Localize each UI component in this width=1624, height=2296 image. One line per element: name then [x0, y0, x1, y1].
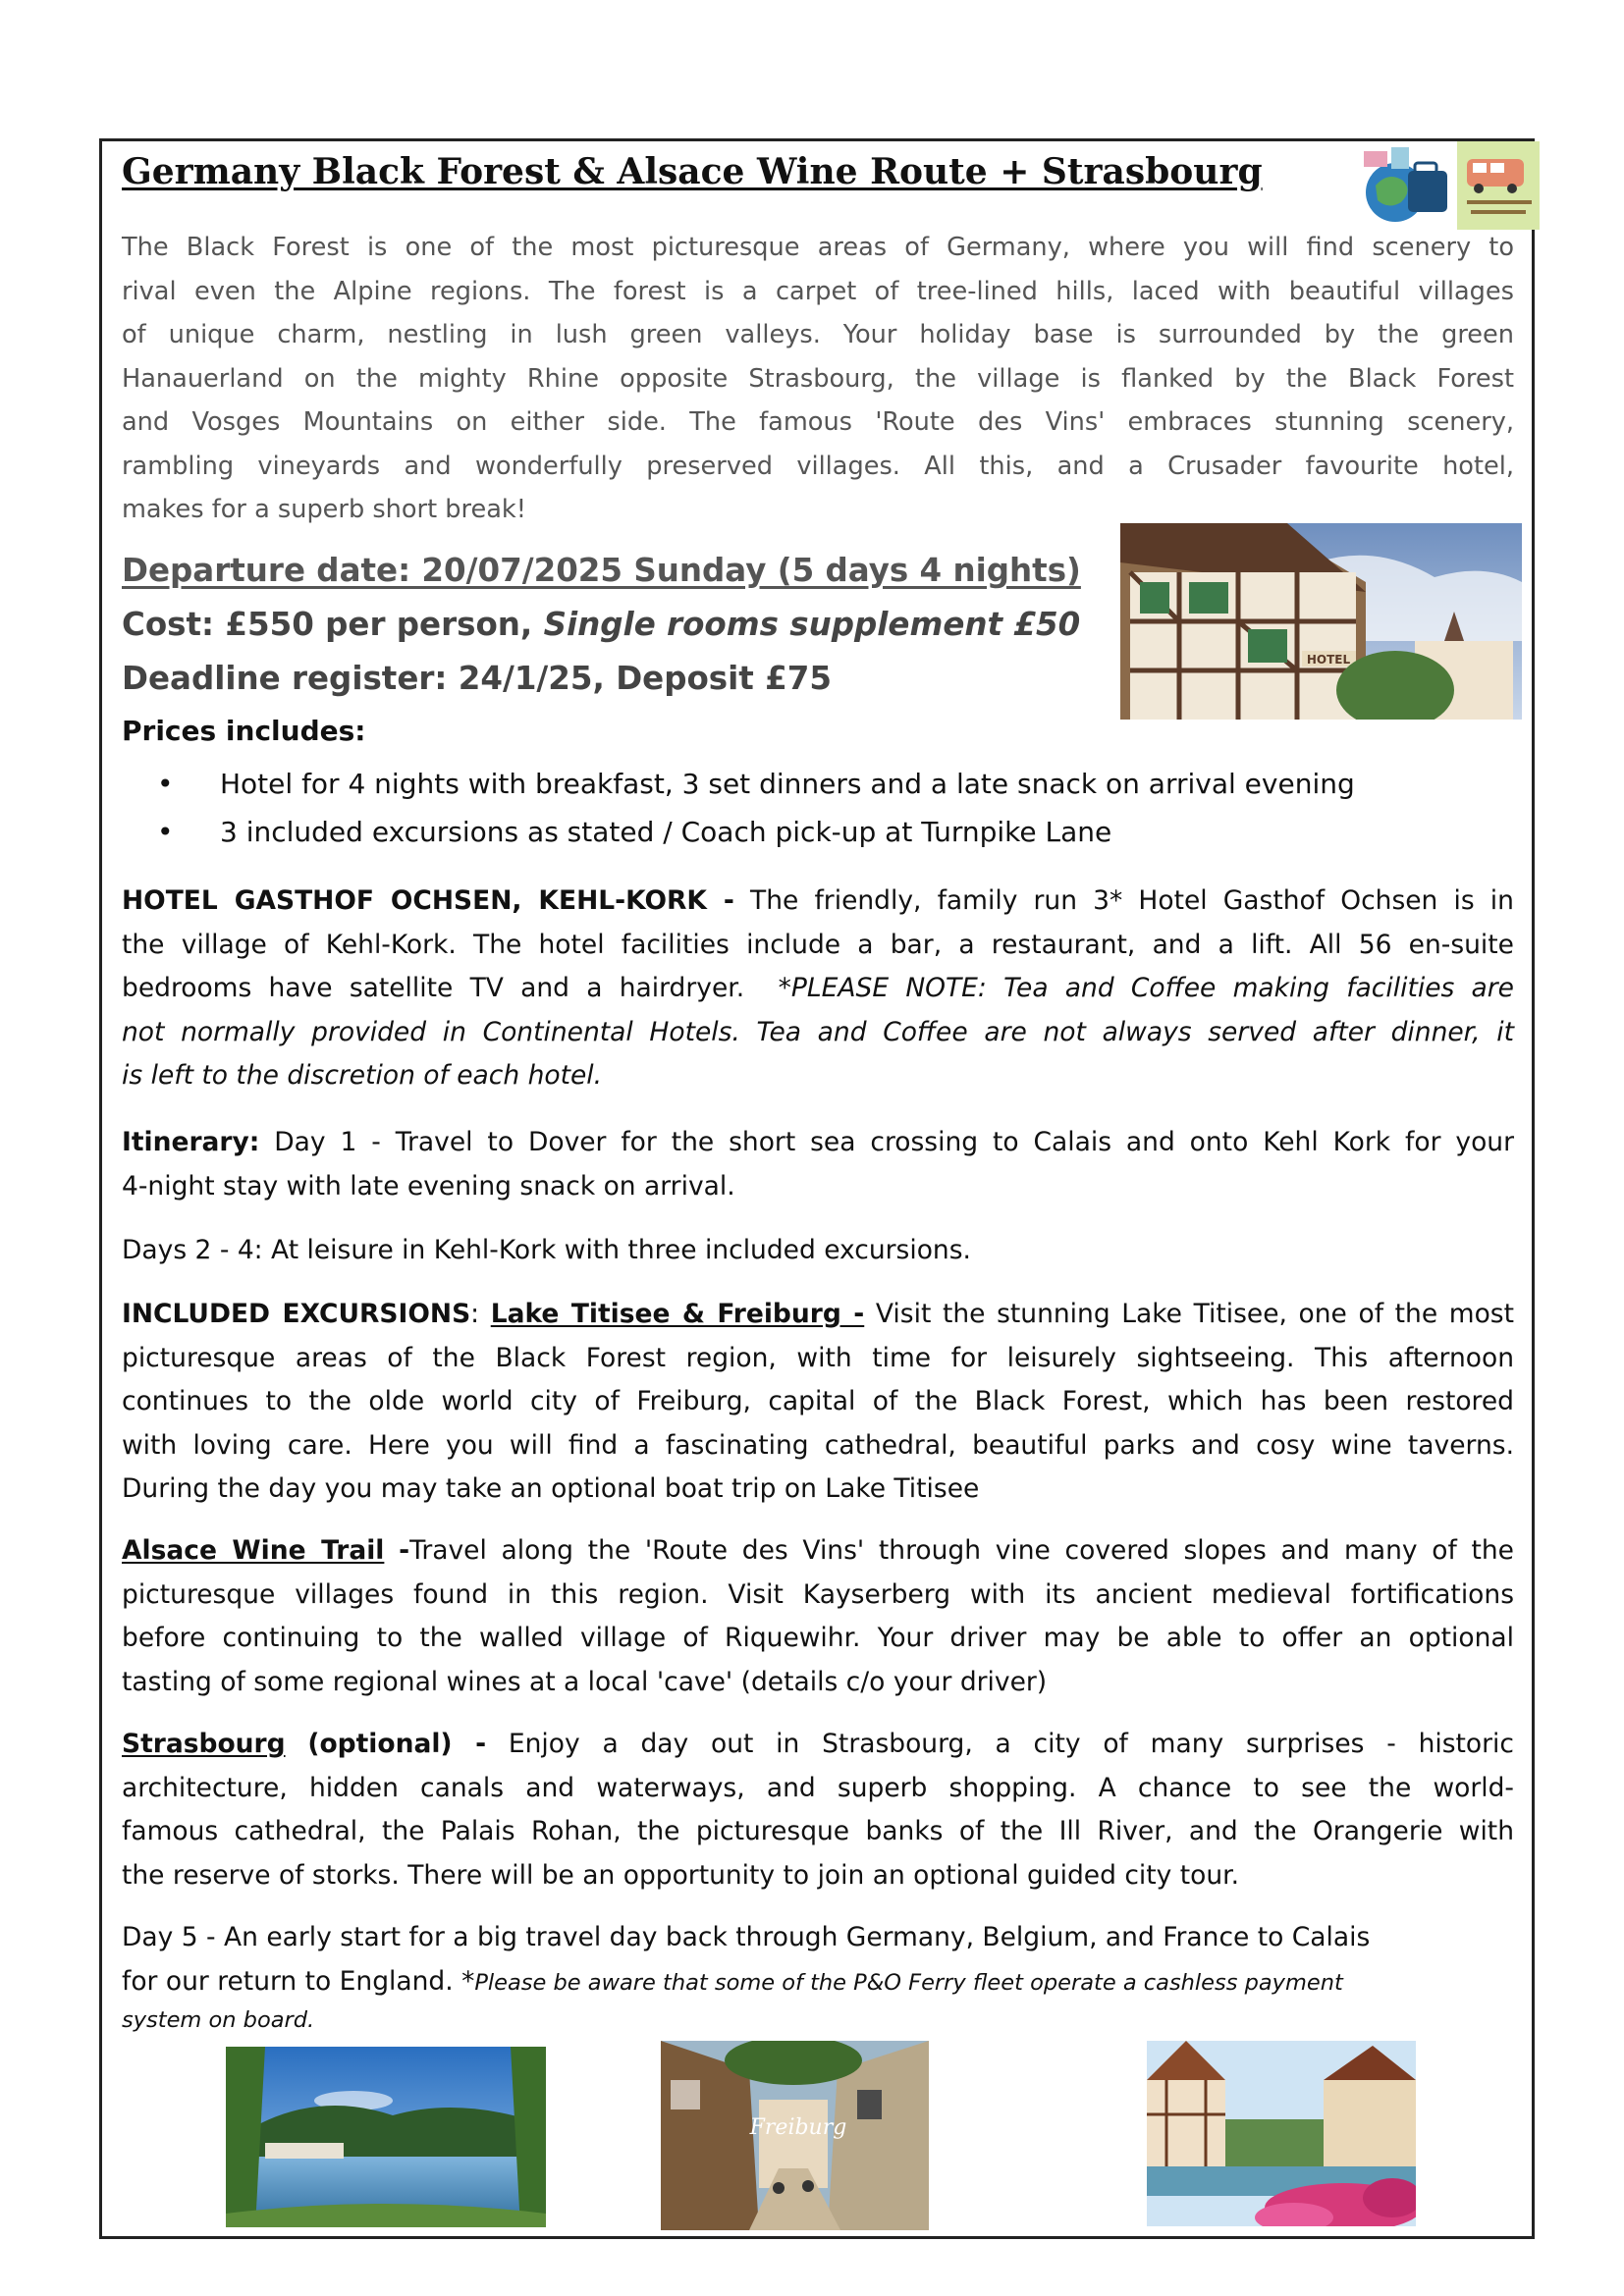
excursions-line: continues to the olde world city of Freiburg, capital of the Black Forest, which has been restored — [122, 1386, 1514, 1416]
alsace-line: before continuing to the walled village of Riquewihr. Your driver may be able to offer an optional — [122, 1623, 1514, 1653]
travel-van-image — [1457, 141, 1540, 230]
strasbourg-photo — [1147, 2041, 1416, 2226]
hotel-line — [122, 880, 1514, 924]
day5-paragraph — [122, 1916, 1514, 2004]
list-item: • Hotel for 4 nights with breakfast, 3 set dinners and a late snack on arrival evening — [157, 760, 1355, 808]
alsace-line: picturesque villages found in this region. Visit Kayserberg with its ancient medieval fortifications — [122, 1578, 1514, 1610]
strasbourg-line: famous cathedral, the Palais Rohan, the picturesque banks of the Ill River, and the Orangerie with — [122, 1816, 1514, 1846]
intro-line: of unique charm, nestling in lush green valleys. Your holiday base is surrounded by the green — [122, 320, 1514, 349]
excursions-line — [122, 1293, 1514, 1337]
freiburg-sign-text: Freiburg — [749, 2115, 847, 2140]
page-title: Germany Black Forest & Alsace Wine Route + Strasbourg — [122, 151, 1263, 192]
hotel-photo — [1120, 523, 1522, 720]
excursions-label: INCLUDED EXCURSIONS — [122, 1299, 471, 1329]
list-item: • 3 included excursions as stated / Coach pick-up at Turnpike Lane — [157, 808, 1355, 856]
day5-note-end: system on board. — [122, 2007, 315, 2033]
excursions-paragraph — [122, 1293, 1514, 1512]
cost-main: Cost: £550 per person, — [122, 606, 533, 643]
departure-date: Departure date: 20/07/2025 Sunday (5 days 4 nights) — [122, 552, 1081, 589]
intro-paragraph — [122, 226, 1514, 532]
hotel-text: The friendly, family run 3* Hotel Gasthof Ochsen is in — [750, 885, 1514, 916]
alsace-dash: - — [399, 1535, 410, 1566]
itinerary-label: Itinerary: — [122, 1127, 260, 1157]
day5-line — [122, 1960, 1514, 2005]
hotel-line — [122, 967, 1514, 1011]
days-2-4-paragraph — [122, 1229, 1514, 1273]
strasbourg-title: Strasbourg — [122, 1729, 286, 1759]
intro-line: makes for a superb short break! — [122, 495, 526, 524]
alsace-text: Travel along the 'Route des Vins' through vine covered slopes and many of the — [409, 1535, 1514, 1566]
day5-line: Day 5 - An early start for a big travel day back through Germany, Belgium, and France to Calais — [122, 1922, 1371, 1952]
travel-globe-image — [1354, 141, 1452, 232]
day5-note: Please be aware that some of the P&O Ferry fleet operate a cashless payment — [474, 1969, 1343, 1996]
cost-line — [122, 606, 1080, 643]
alsace-line: tasting of some regional wines at a local 'cave' (details c/o your driver) — [122, 1666, 1048, 1697]
alsace-paragraph — [122, 1529, 1514, 1704]
hotel-line: not normally provided in Continental Hotels. Tea and Coffee are not always served after dinner, it — [122, 1016, 1514, 1047]
excursions-colon: : — [470, 1299, 480, 1329]
intro-line: and Vosges Mountains on either side. The famous 'Route des Vins' embraces stunning scenery, — [122, 407, 1514, 437]
hotel-sign-text: HOTEL — [1306, 653, 1351, 667]
strasbourg-paragraph — [122, 1723, 1514, 1897]
intro-line: rival even the Alpine regions. The forest is a carpet of tree-lined hills, laced with beautiful villages — [122, 276, 1514, 306]
freiburg-photo — [661, 2041, 929, 2230]
alsace-title: Alsace Wine Trail — [122, 1535, 385, 1566]
alsace-line — [122, 1529, 1514, 1574]
strasbourg-text: Enjoy a day out in Strasbourg, a city of many surprises - historic — [508, 1729, 1514, 1759]
hotel-line: the village of Kehl-Kork. The hotel facilities include a bar, a restaurant, and a lift. All 56 en-suite — [122, 929, 1514, 960]
price-list — [157, 760, 1355, 856]
hotel-note: *PLEASE NOTE: Tea and Coffee making facilities are — [778, 973, 1514, 1003]
prices-heading: Prices includes: — [122, 715, 366, 747]
itinerary-paragraph — [122, 1121, 1514, 1208]
deadline-line: Deadline register: 24/1/25, Deposit £75 — [122, 660, 832, 697]
excursions-line: with loving care. Here you will find a fascinating cathedral, beautiful parks and cosy wine taverns. — [122, 1429, 1514, 1461]
excursions-line: picturesque areas of the Black Forest region, with time for leisurely sightseeing. This afternoon — [122, 1342, 1514, 1373]
itinerary-text: Day 1 - Travel to Dover for the short sea crossing to Calais and onto Kehl Kork for your — [274, 1127, 1514, 1157]
single-supplement: Single rooms supplement £50 — [543, 606, 1081, 643]
intro-line: Hanauerland on the mighty Rhine opposite Strasbourg, the village is flanked by the Black Forest — [122, 363, 1514, 394]
hotel-line: is left to the discretion of each hotel. — [122, 1060, 603, 1091]
excursions-text: Visit the stunning Lake Titisee, one of the most — [875, 1299, 1514, 1329]
intro-line: rambling vineyards and wonderfully preserved villages. All this, and a Crusader favourite hotel, — [122, 451, 1514, 481]
strasbourg-line: the reserve of storks. There will be an opportunity to join an optional guided city tour. — [122, 1859, 1240, 1891]
excursions-line: During the day you may take an optional boat trip on Lake Titisee — [122, 1473, 980, 1504]
hotel-heading: HOTEL GASTHOF OCHSEN, KEHL-KORK - — [122, 885, 734, 916]
itinerary-line: 4-night stay with late evening snack on arrival. — [122, 1170, 735, 1201]
strasbourg-line — [122, 1723, 1514, 1767]
hotel-text: bedrooms have satellite TV and a hairdryer. — [122, 973, 745, 1003]
hotel-paragraph — [122, 880, 1514, 1098]
strasbourg-optional: (optional) - — [307, 1729, 487, 1759]
days-2-4-line: Days 2 - 4: At leisure in Kehl-Kork with three included excursions. — [122, 1235, 971, 1265]
intro-line: The Black Forest is one of the most picturesque areas of Germany, where you will find scenery to — [122, 233, 1514, 262]
itinerary-line — [122, 1121, 1514, 1165]
strasbourg-line: architecture, hidden canals and waterways, and superb shopping. A chance to see the world- — [122, 1772, 1514, 1803]
day5-text: for our return to England. * — [122, 1965, 475, 1997]
lake-titisee-title: Lake Titisee & Freiburg - — [490, 1299, 865, 1329]
lake-titisee-photo — [226, 2047, 546, 2227]
